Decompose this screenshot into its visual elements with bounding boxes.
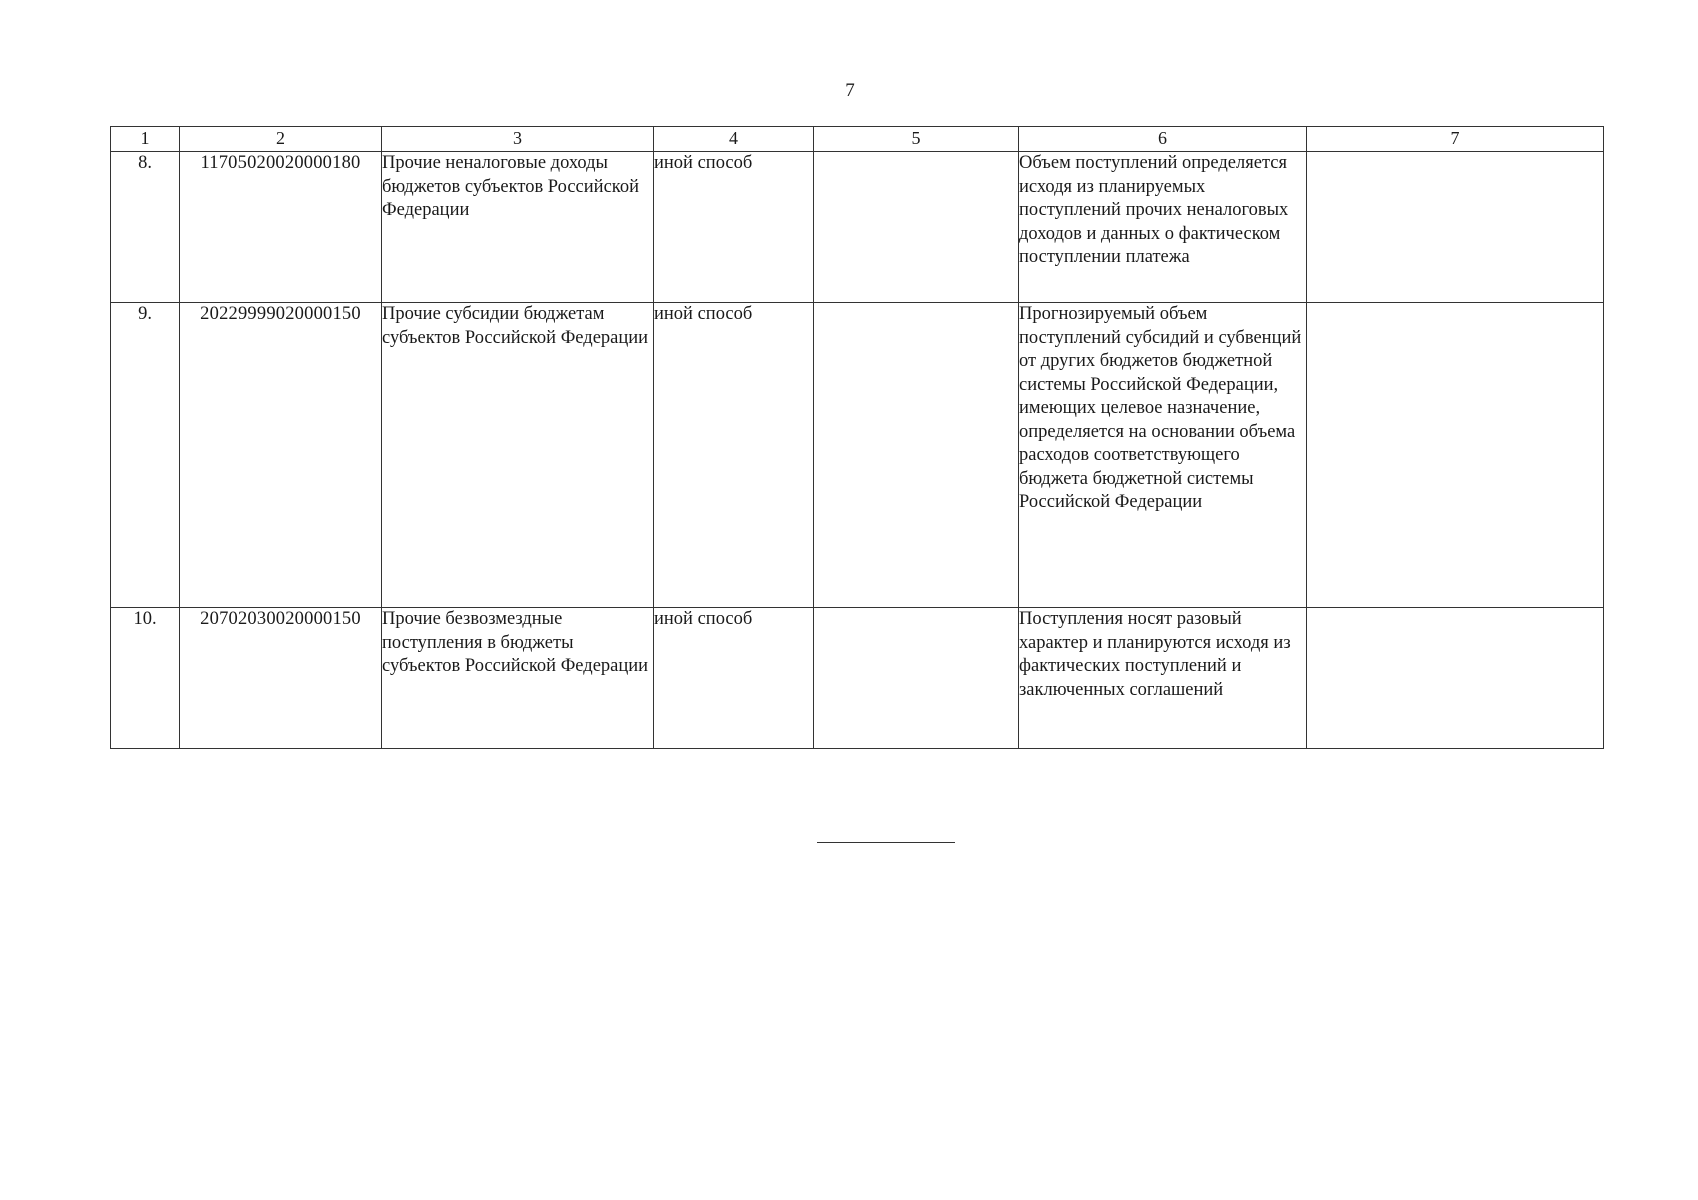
closing-divider-line	[817, 842, 955, 843]
column-header-5: 5	[814, 127, 1019, 152]
method-description: Объем поступлений определяется исходя из планируемых поступлений прочих неналоговых доходов и данных о фактическом поступлении платежа	[1019, 152, 1307, 303]
method-description: Поступления носят разовый характер и планируются исходя из фактических поступлений и заключенных соглашений	[1019, 608, 1307, 749]
table-row	[111, 608, 1604, 749]
budget-code: 11705020020000180	[180, 152, 382, 303]
revenue-name: Прочие субсидии бюджетам субъектов Российской Федерации	[382, 303, 654, 608]
table-row	[111, 152, 1604, 303]
column-header-7: 7	[1307, 127, 1604, 152]
column-7-cell	[1307, 608, 1604, 749]
row-number: 10.	[111, 608, 180, 749]
budget-code: 20702030020000150	[180, 608, 382, 749]
budget-revenue-table	[110, 126, 1604, 749]
table-header-row	[111, 127, 1604, 152]
row-number: 9.	[111, 303, 180, 608]
revenue-name: Прочие неналоговые доходы бюджетов субъектов Российской Федерации	[382, 152, 654, 303]
column-header-2: 2	[180, 127, 382, 152]
calculation-method: иной способ	[654, 608, 814, 749]
column-header-4: 4	[654, 127, 814, 152]
row-number: 8.	[111, 152, 180, 303]
column-7-cell	[1307, 152, 1604, 303]
column-7-cell	[1307, 303, 1604, 608]
calculation-method: иной способ	[654, 152, 814, 303]
column-header-1: 1	[111, 127, 180, 152]
budget-code: 20229999020000150	[180, 303, 382, 608]
revenue-name: Прочие безвозмездные поступления в бюджеты субъектов Российской Федерации	[382, 608, 654, 749]
method-description: Прогнозируемый объем поступлений субсидий и субвенций от других бюджетов бюджетной системы Российской Федерации, имеющих целевое назначение, определяется на основании объема расходов соответствующего бюджета бюджетной системы Российской Федерации	[1019, 303, 1307, 608]
column-5-cell	[814, 608, 1019, 749]
page-number: 7	[845, 80, 855, 101]
calculation-method: иной способ	[654, 303, 814, 608]
column-header-3: 3	[382, 127, 654, 152]
column-header-6: 6	[1019, 127, 1307, 152]
column-5-cell	[814, 152, 1019, 303]
column-5-cell	[814, 303, 1019, 608]
table-row	[111, 303, 1604, 608]
